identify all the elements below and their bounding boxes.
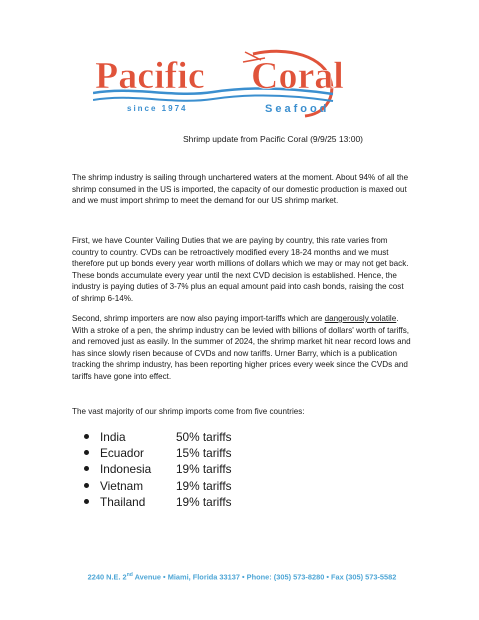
footer-address-end: Avenue • Miami, Florida 33137 • Phone: (305) 573-8280 • Fax (305) 573-5582 — [132, 572, 397, 582]
tariff-rate: 19% tariffs — [176, 462, 232, 477]
country-name: Indonesia — [100, 462, 152, 477]
tariff-rate: 50% tariffs — [176, 430, 232, 444]
bullet-icon — [84, 483, 89, 488]
paragraph-cvd: First, we have Counter Vailing Duties that we are paying by country, this rate varies from country to country. CVDs can be retroactively modified every 18-24 months and we must therefore put up bonds every year worth millions of dollars which we may or may not get back. These bonds accumulate every year until the next CVD decision is established. Hence, the industry is paying duties of 3-7% plus an equal amount paid into cash bonds, raising the cost of shrimp 6-14%. — [72, 236, 409, 303]
country-name: Thailand — [100, 494, 146, 509]
bullet-icon — [84, 450, 89, 455]
bullet-icon — [84, 466, 89, 471]
paragraph-intro: The shrimp industry is sailing through unchartered waters at the moment. About 94% of all the shrimp consumed in the US is imported, the capacity of our domestic production is maxed out and we must import shrimp to meet the demand for our US shrimp market. — [72, 173, 409, 206]
underlined-phrase: dangerously volatile — [324, 314, 397, 323]
paragraph-tariffs-text-2: . With a stroke of a pen, the shrimp industry can be levied with billions of dollars' worth of tariffs, and removed just as easily. In the summer of 2024, the shrimp market hit near record lows and has since slowly risen because of CVDs and now tariffs. Urner Barry, which is a publication tracking the shrimp industry, has been reporting higher prices every week since the CVDs and tariffs have gone into effect. — [72, 314, 411, 381]
update-title: Shrimp update from Pacific Coral (9/9/25 13:00) — [183, 134, 364, 144]
tariff-rate: 19% tariffs — [176, 478, 232, 493]
logo-since: since 1974 — [127, 104, 188, 113]
bullet-icon — [84, 434, 89, 439]
bullet-icon — [84, 499, 89, 504]
country-name: Vietnam — [100, 478, 144, 493]
logo-seafood: Seafood — [265, 103, 330, 115]
country-name: Ecuador — [100, 446, 144, 461]
logo-graphic — [93, 48, 393, 118]
tariff-rate: 15% tariffs — [176, 446, 232, 461]
country-name: India — [100, 430, 126, 444]
paragraph-tariffs — [72, 313, 412, 383]
company-logo — [93, 48, 393, 118]
footer-address-start: 2240 N.E. 2 — [87, 572, 127, 582]
footer-address — [72, 570, 412, 582]
logo-word-coral: Coral — [251, 55, 344, 97]
paragraph-countries-intro: The vast majority of our shrimp imports come from five countries: — [72, 407, 305, 416]
paragraph-tariffs-text-1: Second, shrimp importers are now also paying import-tariffs which are — [72, 314, 325, 323]
footer-address-sup: nd — [126, 572, 133, 578]
logo-word-pacific: Pacific — [95, 55, 205, 97]
tariff-rate: 19% tariffs — [176, 494, 232, 509]
